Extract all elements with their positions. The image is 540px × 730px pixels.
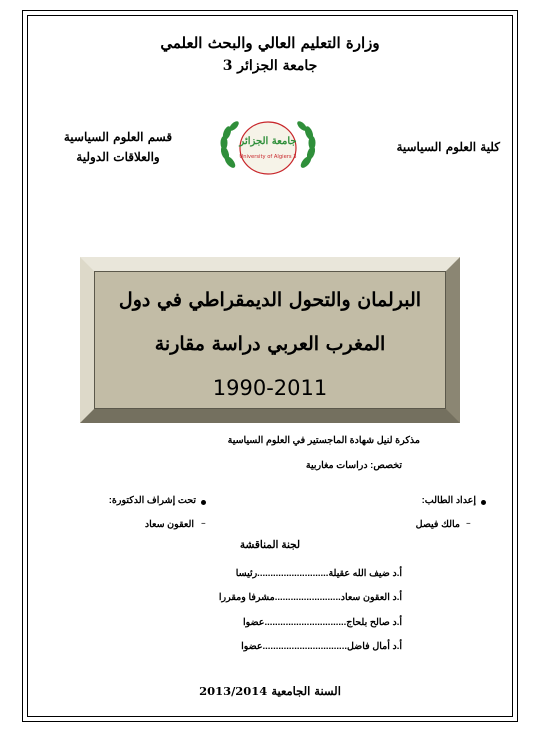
laurel-left-icon <box>219 120 240 170</box>
dash-icon: – <box>201 518 206 529</box>
faculty-name: كلية العلوم السياسية <box>396 140 500 154</box>
university-name: جامعة الجزائر 3 <box>222 58 318 74</box>
academic-year: السنة الجامعية 2013/2014 <box>199 684 341 698</box>
logo-arabic-text: جامعة الجزائر <box>239 136 297 147</box>
department-line-2: والعلاقات الدولية <box>76 150 160 164</box>
thesis-title-line-1: البرلمان والتحول الديمقراطي في دول <box>118 289 422 311</box>
logo-latin-text: University of Algiers 3 <box>239 154 297 160</box>
committee-member: أ.د صالح بلحاج...............................عضوا <box>243 617 402 628</box>
department-line-1: قسم العلوم السياسية <box>63 130 173 144</box>
supervisor-name: العقون سعاد <box>144 519 194 530</box>
university-logo <box>212 118 324 178</box>
student-label: إعداد الطالب: <box>421 495 476 506</box>
committee-title: لجنة المناقشة <box>239 539 301 551</box>
supervisor-bullet-icon <box>201 500 206 505</box>
dash-icon: – <box>466 518 471 529</box>
ministry-name: وزارة التعليم العالي والبحث العلمي <box>160 34 380 52</box>
laurel-right-icon <box>296 120 317 170</box>
thesis-title-line-2: المغرب العربي دراسة مقارنة <box>154 333 386 355</box>
committee-member: أ.د ضيف الله عقيلة...........................رئيسا <box>235 568 402 579</box>
student-name: مالك فيصل <box>415 519 460 530</box>
thesis-years: 1990-2011 <box>212 376 328 400</box>
committee-member: أ.د العقون سعاد.........................مشرفا ومقررا <box>218 592 402 603</box>
committee-member: أ.د أمال فاضل................................عضوا <box>241 641 402 652</box>
thesis-description: مذكرة لنيل شهادة الماجستير في العلوم السياسية <box>227 435 420 446</box>
thesis-specialization: تخصص: دراسات مغاربية <box>305 460 402 471</box>
student-bullet-icon <box>481 500 486 505</box>
supervisor-label: تحت إشراف الدكتورة: <box>108 495 196 506</box>
